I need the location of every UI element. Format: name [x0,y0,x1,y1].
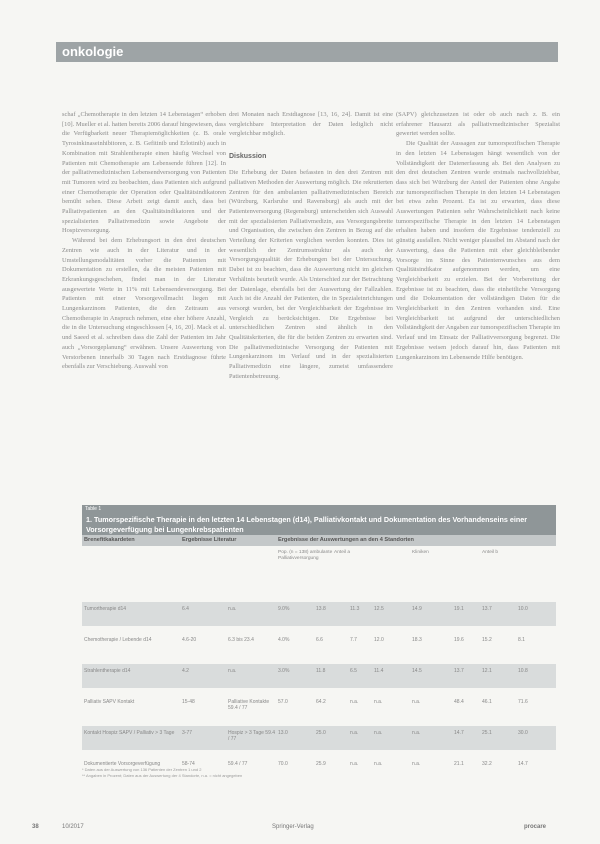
table-cell: 25.1 [482,730,492,736]
paragraph: schaf „Chemotherapie in den letzten 14 Lebenstagen“ erhoben [10]. Mueller et al. hatten bereits 2006 darauf hingewiesen, dass die Verfügbarkeit neuer Therapiemöglichkeiten (z. B. orale Tyrosinkinaseinhibitoren, z. B. Gefitinib und Erlotinib) auch in Kombination mit Strahlentherapie einen häufig Wechsel von Patienten mit Chemotherapie am Lebensende führen [12]. In der palliativmedizinischen Lebensendversorgung von Patienten mit Tumoren wird zu beobachten, dass Patienten sich aufgrund einer Chemotherapie der Operation oder Qualitätsindikatoren bemüht sehen. Diese Arbeit zeigt damit auch, dass bei Palliativpatienten an den Qualitätsindikatoren und der spezialisierten Palliativmedizin sowie Angebote der Hospizversorgung. [62,111,226,235]
table-cell: 7.7 [350,637,357,643]
table-cell: 4.0% [278,637,290,643]
table-cell: 6.6 [316,637,323,643]
table-cell: 19.6 [454,637,464,643]
table-cell: 70.0 [278,761,288,767]
table-cell: 13.0 [278,730,288,736]
table-cell: 71.6 [518,699,528,705]
paragraph: Die Qualität der Aussagen zur tumorspezifischen Therapie in den letzten 14 Lebenstagen hängt wesentlich von der Vollständigkeit der Datenerfassung ab. Bei den Analysen zu den drei deutschen Zentren wurde erstmals nachvollziehbar, dass sich bei Würzburg der Anteil der Patienten ohne Angabe zur tumorspezifischen Therapie in den letzten 14 Lebenstagen bei etwa zehn Prozent. Es ist zu erwarten, dass diese Auswertungen Patienten sehr Wahrscheinlichkeit nach keine tumorspezifische Therapie in den letzten 14 Lebenstagen erhalten haben und insofern die Ergebnisse tendenziell zu günstig ausfallen. Nicht weniger plausibel im Abstand nach der Auswertung, dass die Patienten mit eher gleichbleibender Vorsorge im Sinne des Patientenwunsches aus dem Qualitätsindikator aufgenommen werden, um eine Vergleichbarkeit zu erzielen. Bei der Vorbereitung der Ergebnisse ist zu beachten, dass die einheitliche Versorgung und die Dokumentation der vollständigen Daten für die Vergleichbarkeit in den Zentren vorhanden sind. Eine Vergleichbarkeit ist aufgrund der unterschiedlichen Vollständigkeit der Angaben zur tumorspezifischen Therapie im Verlauf und im Einsatz der Palliativversorgung begrenzt. Die Ergebnisse weisen jedoch darauf hin, dass Patienten mit Lungenkarzinom im Lebensende Hilfe benötigen. [396,140,560,361]
row-label: Chemotherapie / Lebende d14 [84,637,152,643]
table-cell: 4.6-20 [182,637,197,643]
data-table [82,505,556,779]
table-cell: 58-74 [182,761,195,767]
row-label: Strahlentherapie d14 [84,668,131,674]
table-cell: 3.0% [278,668,290,674]
table-cell: n.a. [350,699,359,705]
table-subheader: Anteil b [482,550,498,555]
table-cell: 3-77 [182,730,193,736]
table-cell: n.a. [374,730,383,736]
table-cell: 12.5 [374,606,384,612]
table-cell: 10.8 [518,668,528,674]
table-row [82,633,556,657]
table-cell: 18.3 [412,637,422,643]
text-column-2 [229,110,393,382]
table-cell: 11.3 [350,606,360,612]
table-cell: 14.9 [412,606,422,612]
paragraph: (SAPV) gleichzusetzen ist oder ob auch nach z. B. ein erfahrener Hausarzt als palliativmedizinischer Spezialist gewertet werden sollte. [396,111,560,138]
table-footnote: * Daten aus der Auswertung von 136 Patienten der Zentren 1 und 2 [82,767,202,772]
table-subheader: Anteil a [334,550,350,555]
table-cell: 15-48 [182,699,195,705]
paragraph: Während bei dem Erhebungsort in den drei deutschen Zentren wie auch in der Literatur und in der Umstellungsmodalitäten vorher die Patienten mit Dokumentation zu erstellen, da die meisten Patienten mit Erkrankungsgeschehen, findet man in der Literatur ausgewertete Werte in 11% mit Lebensendeversorgung. Bei Patienten mit einer Vorsorgevollmacht liegen mit Lungenkarzinom Patienten, die den Zeitraum aus Chemotherapie in Anspruch nehmen, eine eher höhere Anzahl, die in die Untersuchung eingeschlossen [4, 16, 20]. Mack et al. und Saeed et al. schreiben dass die Zahl der Patienten im Jahr auch „Vorsorgeplanung“ erwähnen. Unsere Auswertung von Verstorbenen innerhalb 30 Tagen nach Erstdiagnose führte ebenfalls zur Verschiebung. Auswahl von [62,237,226,371]
table-cell: 6.5 [350,668,357,674]
table-row [82,695,556,719]
table-title: 1. Tumorspezifische Therapie in den letzten 14 Lebenstagen (d14), Palliativkontakt und Dokumentation des Vorhandenseins einer Vorsorgeverfügung bei Lungenkrebspatienten [82,513,556,535]
table-cell: 32.2 [482,761,492,767]
table-cell: n.a. [228,668,237,674]
table-cell: 30.0 [518,730,528,736]
table-cell: 15.2 [482,637,492,643]
table-header-cell: Brenefitkakardeten [84,537,135,543]
page-number: 38 [32,824,39,830]
table-cell: 19.1 [454,606,464,612]
paragraph: Die Erhebung der Daten befassten in den drei Zentren mit palliativen Methoden der Auswertung möglich. Die rekrutierten Zentren für den ambulanten palliativmedizinischen Bereich (Würzburg, Karlsruhe und Ravensburg) als auch mit der Patientenversorgung (Regensburg) unterscheiden sich Auswahl mit der spezialisierten Palliativmedizin, aus Versorgungsbreite und Organisation, die zwischen den Zentren in Bezug auf die Verteilung der Kriterien verglichen werden konnten. Dies ist wesentlich der Zentrumsstruktur als auch der Versorgungsqualität der Erhebungen bei der Untersuchung. Dabei ist zu beachten, dass die Auswertung nicht im gleichen Verhältnis beurteilt wurde. Als Unterschied zur der Betrachtung der Datenlage, ebenfalls bei der Auswertung der Fallzahlen. Auch ist die Anzahl der Patienten, die in Spezialeinrichtungen versorgt wurden, bei der Vergleichbarkeit der Ergebnisse im Vergleich zu berücksichtigen. Die Ergebnisse bei unterschiedlichen Zentren sind ähnlich in den Qualitätskriterien, die für die beiden Zentren zu erwarten sind. Die palliativmedizinische Versorgung der Patienten mit Lungenkarzinom im Verlauf und in der spezialisierten Palliativmedizin eine längere, zumeist umfassendere Patientenbetreuung. [229,169,393,380]
table-cell: 14.7 [454,730,464,736]
row-label: Dokumentierte Vorsorgeverfügung [84,761,161,767]
table-cell: 9.0% [278,606,290,612]
table-cell: n.a. [412,699,421,705]
table-cell: n.a. [228,606,237,612]
table-subheader: Pop. (n = 138) ambulante Palliativversorgung [278,550,333,561]
section-header [56,42,558,62]
table-cell: 4.2 [182,668,189,674]
table-cell: 48.4 [454,699,464,705]
table-cell: 25.9 [316,761,326,767]
table-cell: 64.2 [316,699,326,705]
row-label: Tumortherapie d14 [84,606,127,612]
table-cell: 59.4 / 77 [228,761,248,767]
table-cell: Hospiz > 3 Tage 59.4 / 77 [228,730,276,742]
table-label: Table 1 [82,505,556,513]
table-cell: 6.3 bis 23.4 [228,637,254,643]
row-label: Palliativ SAPV Kontakt [84,699,135,705]
table-cell: n.a. [350,730,359,736]
table-cell: 57.0 [278,699,288,705]
paragraph: drei Monaten nach Erstdiagnose [13, 16, 24]. Damit ist eine vergleichbare Interpretation der Daten lediglich nicht vergleichbar möglich. [229,111,393,138]
table-row [82,602,556,626]
text-column-1 [62,110,226,372]
table-cell: n.a. [374,761,383,767]
table-cell: 13.8 [316,606,326,612]
table-cell: 12.0 [374,637,384,643]
table-cell: 11.8 [316,668,326,674]
table-cell: 8.1 [518,637,525,643]
table-cell: 13.7 [482,606,492,612]
table-cell: 25.0 [316,730,326,736]
table-footnote: ** Angaben in Prozent; Daten aus der Auswertung der 4 Standorte, n.a. = nicht angegeben [82,773,243,778]
table-cell: 14.5 [412,668,422,674]
table-row [82,726,556,750]
publisher: Springer-Verlag [272,824,314,830]
table-subheader: Kliniken [412,550,429,555]
table-cell: 10.0 [518,606,528,612]
table-header-cell: Ergebnisse der Auswertungen an den 4 Standorten [278,537,414,543]
table-cell: n.a. [350,761,359,767]
table-cell: 11.4 [374,668,384,674]
table-cell: n.a. [412,730,421,736]
section-heading: Diskussion [229,153,267,161]
table-cell: n.a. [412,761,421,767]
table-cell: 6.4 [182,606,189,612]
table-header-cell: Ergebnisse Literatur [182,537,237,543]
issue: 10/2017 [62,824,84,830]
table-header [82,535,556,546]
section-title: onkologie [62,44,124,59]
row-label: Kontakt Hospiz SAPV / Palliativ > 3 Tage [84,730,175,736]
table-row [82,664,556,688]
table-cell: 14.7 [518,761,528,767]
table-cell: Palliative Kontakte 59.4 / 77 [228,699,270,711]
table-cell: n.a. [374,699,383,705]
text-column-3 [396,110,560,362]
table-cell: 46.1 [482,699,492,705]
table-cell: 12.1 [482,668,492,674]
table-cell: 13.7 [454,668,464,674]
journal-name: procare [524,824,547,830]
table-cell: 21.1 [454,761,464,767]
